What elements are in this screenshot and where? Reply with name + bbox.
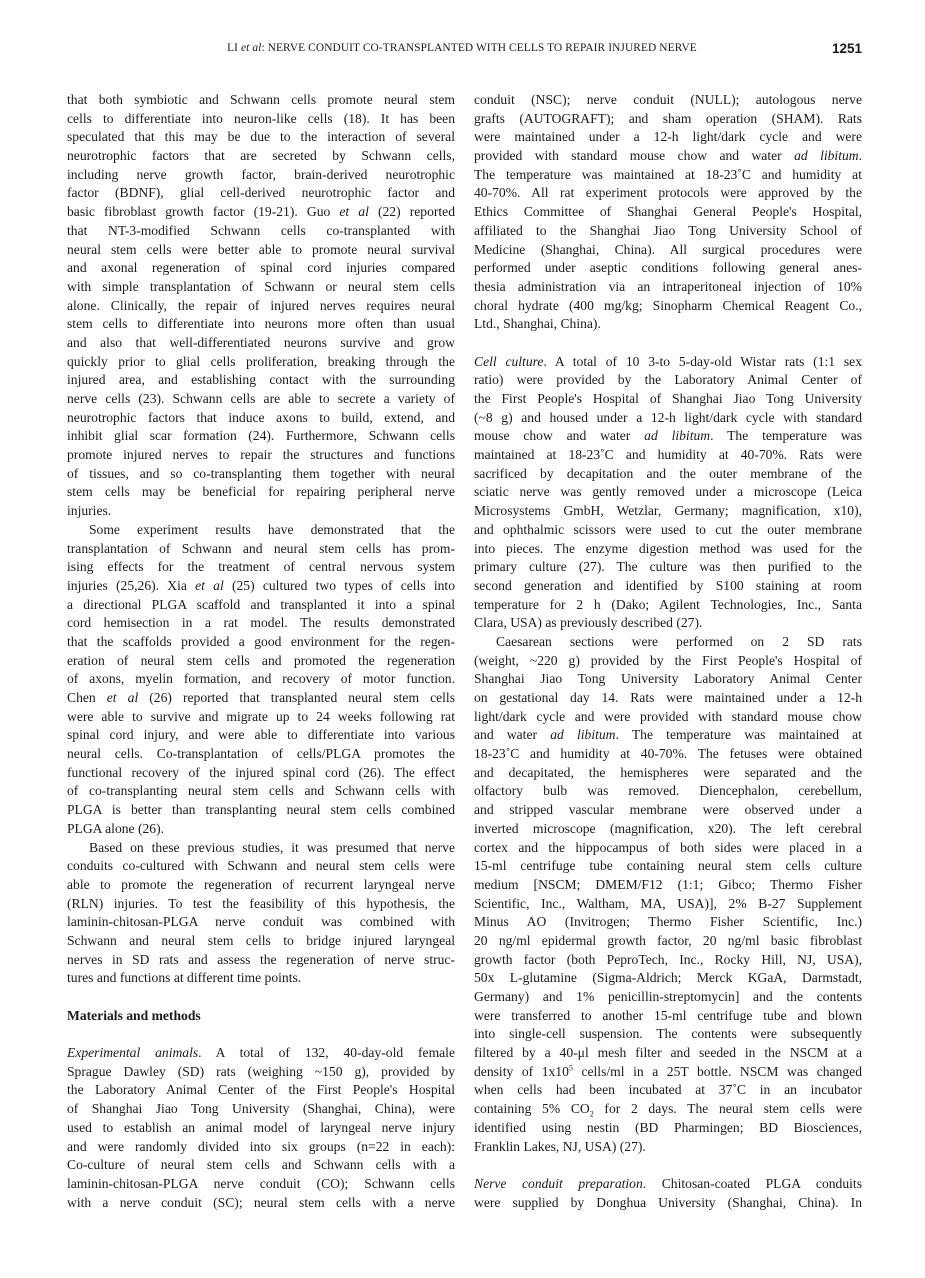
text-line: The temperature was maintained at 18-23˚C and humidity at bbox=[474, 166, 862, 182]
italic-text: et al bbox=[339, 204, 369, 220]
text-line: performed under aseptic conditions following general anes- bbox=[474, 260, 862, 276]
text-line: of axons, myelin formation, and recovery of motor function. bbox=[67, 671, 455, 687]
text-line: Chen et al (26) reported that transplanted neural stem cells bbox=[67, 690, 455, 705]
text-line: quickly prior to glial cells proliferation, breaking through the bbox=[67, 353, 455, 369]
italic-text: Cell culture bbox=[474, 353, 544, 369]
text-line: light/dark cycle and were provided with standard mouse chow bbox=[474, 708, 862, 724]
text-line: identified using nestin (BD Pharmingen; BD Biosciences, bbox=[474, 1119, 862, 1135]
text-line: stem cells may be beneficial for repairing peripheral nerve bbox=[67, 484, 455, 500]
text-line: affiliated to the Shanghai Jiao Tong University School of bbox=[474, 222, 862, 238]
italic-text: ad libitum bbox=[794, 148, 859, 164]
text-line: used to establish an animal model of laryngeal nerve injury bbox=[67, 1119, 455, 1135]
text-line: 50x L-glutamine (Sigma-Aldrich; Merck KGaA, Darmstadt, bbox=[474, 970, 862, 986]
section-heading: Materials and methods bbox=[67, 1007, 201, 1023]
italic-text: ad libitum bbox=[550, 727, 616, 743]
text-line: cord hemisection in a rat model. The results demonstrated bbox=[67, 615, 455, 631]
author-et-al: et al bbox=[241, 42, 262, 54]
text-line: and axonal regeneration of spinal cord injuries compared bbox=[67, 260, 455, 276]
text-line: injuries (25,26). Xia et al (25) cultured two types of cells into bbox=[67, 577, 455, 593]
text-line: Co-culture of neural stem cells and Schwann cells with a bbox=[67, 1157, 455, 1173]
text-line: Shanghai Jiao Tong University Laboratory Animal Center bbox=[474, 671, 862, 687]
text-line: Minus AO (Invitrogen; Thermo Fisher Scientific, Inc.) bbox=[474, 914, 862, 930]
text-line: olfactory bulb was removed. Diencephalon, cerebellum, bbox=[474, 783, 862, 799]
text-line: Medicine (Shanghai, China). All surgical procedures were bbox=[474, 241, 862, 257]
text-line: PLGA is better than transplanting neural stem cells combined bbox=[67, 802, 455, 818]
text-line: and ophthalmic scissors were used to cut the outer membrane bbox=[474, 521, 862, 537]
blank-line bbox=[474, 334, 862, 353]
text-line: density of $1x10^5$ cells/ml in a 25T bottle. NSCM was changed bbox=[474, 1063, 862, 1079]
italic-text: Nerve conduit preparation bbox=[474, 1175, 643, 1191]
superscript: 5 bbox=[568, 1063, 573, 1073]
italic-text: et al bbox=[106, 690, 139, 705]
text-line: of Shanghai Jiao Tong University (Shanghai, China), were bbox=[67, 1101, 455, 1117]
text-line: alone. Clinically, the repair of injured nerves requires neural bbox=[67, 297, 455, 313]
text-line: 40-70%. All rat experiment protocols were approved by the bbox=[474, 185, 862, 201]
text-line: injuries. bbox=[67, 503, 112, 519]
text-line: when cells had been incubated at 37˚C in an incubator bbox=[474, 1082, 862, 1098]
text-line: thesia administration via an intraperitoneal injection of 10% bbox=[474, 278, 862, 294]
running-header bbox=[0, 42, 925, 60]
text-line: were able to survive and migrate up to 24 weeks following rat bbox=[67, 708, 455, 724]
text-line: and also that well-differentiated neurons survive and grow bbox=[67, 334, 455, 350]
text-line: PLGA alone (26). bbox=[67, 820, 165, 836]
text-line: into pieces. The enzyme digestion method was used for the bbox=[474, 540, 862, 556]
left-column bbox=[67, 91, 455, 1212]
text-line: inverted microscope (magnification, x20). The left cerebral bbox=[474, 820, 862, 836]
text-line: and water ad libitum. The temperature was maintained at bbox=[474, 727, 862, 743]
text-line: sacrificed by decapitation and the outer membrane of the bbox=[474, 465, 862, 481]
text-line: ratio) were provided by the Laboratory Animal Center of bbox=[474, 372, 862, 388]
blank-line bbox=[474, 1156, 862, 1175]
text-line: laminin-chitosan-PLGA nerve conduit was combined with bbox=[67, 914, 455, 930]
text-line: Caesarean sections were performed on 2 SD rats bbox=[496, 633, 862, 649]
text-line: Scientific, Inc., Waltham, MA, USA)], 2% B-27 Supplement bbox=[474, 895, 862, 911]
text-line: that NT-3-modified Schwann cells co-transplanted with bbox=[67, 222, 455, 238]
text-line: able to promote the regeneration of recurrent laryngeal nerve bbox=[67, 876, 455, 892]
blank-line bbox=[67, 1025, 455, 1044]
italic-text: et al bbox=[195, 577, 224, 593]
text-line: on gestational day 14. Rats were maintained under a 12-h bbox=[474, 690, 862, 705]
text-line: Cell culture. A total of 10 3-to 5-day-old Wistar rats (1:1 sex bbox=[474, 353, 862, 369]
subscript: 2 bbox=[589, 1109, 594, 1119]
text-line: cortex and the hippocampus of both sides were placed in a bbox=[474, 839, 862, 855]
text-line: grafts (AUTOGRAFT); and sham operation (SHAM). Rats bbox=[474, 110, 862, 126]
text-line: Experimental animals. A total of 132, 40-day-old female bbox=[67, 1045, 455, 1061]
text-line: growth factor (both PeproTech, Inc., Rocky Hill, NJ, USA), bbox=[474, 951, 862, 967]
text-line: second generation and identified by S100 staining at room bbox=[474, 577, 862, 593]
text-line: and were randomly divided into six groups (n=22 in each): bbox=[67, 1138, 455, 1154]
text-line: that both symbiotic and Schwann cells promote neural stem bbox=[67, 92, 455, 107]
page-number: 1251 bbox=[831, 41, 862, 56]
text-line: Sprague Dawley (SD) rats (weighing ~150 g), provided by bbox=[67, 1063, 455, 1079]
text-line: injured area, and establishing contact with the surrounding bbox=[67, 372, 455, 388]
text-line: factor (BDNF), glial cell-derived neurotrophic factor and bbox=[67, 185, 455, 201]
text-line: Microsystems GmbH, Wetzlar, Germany; magnification, x10), bbox=[474, 503, 862, 519]
text-line: eration of neural stem cells and promoted the regeneration bbox=[67, 652, 455, 668]
text-line: maintained at 18-23˚C and humidity at 40-70%. Rats were bbox=[474, 447, 862, 463]
text-line: (RLN) injuries. To test the feasibility of this hypothesis, the bbox=[67, 895, 455, 911]
author: LI bbox=[227, 42, 239, 54]
text-line: conduits co-cultured with Schwann and neural stem cells were bbox=[67, 858, 455, 874]
text-line: neural stem cells were better able to promote neural survival bbox=[67, 241, 455, 257]
text-line: into single-cell suspension. The contents were subsequently bbox=[474, 1026, 862, 1042]
text-line: with simple transplantation of Schwann or neural stem cells bbox=[67, 278, 455, 294]
text-line: sciatic nerve was gently removed under a microscope (Leica bbox=[474, 484, 862, 500]
italic-text: Experimental animals bbox=[67, 1045, 199, 1061]
text-line: 18-23˚C and humidity at 40-70%. The fetuses were obtained bbox=[474, 746, 862, 762]
text-line: neurotrophic factors that induce axons to build, extend, and bbox=[67, 409, 455, 425]
text-line: that the scaffolds provided a good environment for the regen- bbox=[67, 633, 455, 649]
running-title bbox=[197, 42, 727, 54]
text-line: 20 ng/ml epidermal growth factor, 20 ng/ml basic fibroblast bbox=[474, 932, 862, 948]
right-column bbox=[474, 91, 862, 1212]
text-line: were supplied by Donghua University (Shanghai, China). In bbox=[474, 1194, 862, 1210]
text-line: stem cells to differentiate into neurons more often than usual bbox=[67, 316, 455, 332]
text-line: the Laboratory Animal Center of the First People's Hospital bbox=[67, 1082, 455, 1098]
text-line: (~8 g) and housed under a 12-h light/dark cycle with standard bbox=[474, 409, 862, 425]
text-line: provided with standard mouse chow and water ad libitum. bbox=[474, 148, 862, 164]
text-line: functional recovery of the injured spinal cord (26). The effect bbox=[67, 764, 455, 780]
article-short-title: : NERVE CONDUIT CO-TRANSPLANTED WITH CELLS TO REPAIR INJURED NERVE bbox=[261, 42, 697, 54]
text-line: Schwann and neural stem cells to bridge injured laryngeal bbox=[67, 932, 455, 948]
text-line: and decapitated, the hemispheres were separated and the bbox=[474, 764, 862, 780]
text-line: Nerve conduit preparation. Chitosan-coated PLGA conduits bbox=[474, 1175, 862, 1191]
text-line: a directional PLGA scaffold and transplanted it into a spinal bbox=[67, 596, 455, 612]
text-line: nerve cells (23). Schwann cells are able to secrete a variety of bbox=[67, 391, 455, 406]
blank-line bbox=[67, 988, 455, 1007]
text-line: of tissues, and so co-transplanting them together with neural bbox=[67, 465, 455, 481]
text-line: tures and functions at different time points. bbox=[67, 970, 302, 986]
text-line: medium [NSCM; DMEM/F12 (1:1; Gibco; Thermo Fisher bbox=[474, 876, 862, 892]
text-line: Germany) and 1% penicillin-streptomycin] and the contents bbox=[474, 989, 862, 1004]
text-line: with a nerve conduit (SC); neural stem cells with a nerve bbox=[67, 1194, 455, 1210]
text-line: inhibit glial scar formation (24). Furthermore, Schwann cells bbox=[67, 428, 455, 444]
text-line: Clara, USA) as previously described (27). bbox=[474, 615, 703, 631]
text-line: neural cells. Co-transplantation of cells/PLGA promotes the bbox=[67, 746, 455, 762]
text-line: Ltd., Shanghai, China). bbox=[474, 316, 601, 332]
text-line: (weight, ~220 g) provided by the First People's Hospital of bbox=[474, 652, 862, 668]
text-line: conduit (NSC); nerve conduit (NULL); autologous nerve bbox=[474, 92, 862, 107]
text-line: were maintained under a 12-h light/dark cycle and were bbox=[474, 129, 862, 145]
text-line: spinal cord injury, and were able to differentiate into various bbox=[67, 727, 455, 743]
text-line: Some experiment results have demonstrated that the bbox=[89, 521, 455, 537]
text-line: laminin-chitosan-PLGA nerve conduit (CO); Schwann cells bbox=[67, 1175, 455, 1191]
text-line: including nerve growth factor, brain-derived neurotrophic bbox=[67, 166, 455, 182]
text-line: the First People's Hospital of Shanghai Jiao Tong University bbox=[474, 391, 862, 406]
text-line: 15-ml centrifuge tube containing neural stem cells culture bbox=[474, 858, 862, 874]
italic-text: ad libitum bbox=[644, 428, 711, 444]
text-line: of co-transplanting neural stem cells and Schwann cells with bbox=[67, 783, 455, 799]
text-line: choral hydrate (400 mg/kg; Sinopharm Chemical Reagent Co., bbox=[474, 297, 862, 313]
text-line: nerves in SD rats and assess the regeneration of nerve struc- bbox=[67, 951, 455, 967]
text-line: temperature for 2 h (Dako; Agilent Technologies, Inc., Santa bbox=[474, 596, 862, 612]
text-line: promote injured nerves to repair the structures and functions bbox=[67, 447, 455, 463]
text-line: Based on these previous studies, it was presumed that nerve bbox=[89, 839, 455, 855]
text-line: containing 5% $CO_2$ for 2 days. The neural stem cells were bbox=[474, 1101, 862, 1119]
text-line: primary culture (27). The culture was then purified to the bbox=[474, 559, 862, 575]
text-line: cells to differentiate into neuron-like cells (18). It has been bbox=[67, 110, 455, 126]
text-line: mouse chow and water ad libitum. The temperature was bbox=[474, 428, 862, 444]
text-line: ising effects for the treatment of central nervous system bbox=[67, 559, 455, 575]
text-line: Ethics Committee of Shanghai General People's Hospital, bbox=[474, 204, 862, 220]
text-line: neurotrophic factors that are secreted by Schwann cells, bbox=[67, 148, 455, 164]
text-line: were transferred to another 15-ml centrifuge tube and blown bbox=[474, 1007, 862, 1023]
text-line: and stripped vascular membrane were observed under a bbox=[474, 802, 862, 818]
text-line: basic fibroblast growth factor (19-21). Guo et al (22) reported bbox=[67, 204, 455, 220]
text-line: speculated that this may be due to the interaction of several bbox=[67, 129, 455, 145]
text-line: Franklin Lakes, NJ, USA) (27). bbox=[474, 1138, 646, 1154]
text-line: filtered by a 40-μl mesh filter and seeded in the NSCM at a bbox=[474, 1045, 862, 1061]
text-line: transplantation of Schwann and neural stem cells has prom- bbox=[67, 540, 455, 556]
